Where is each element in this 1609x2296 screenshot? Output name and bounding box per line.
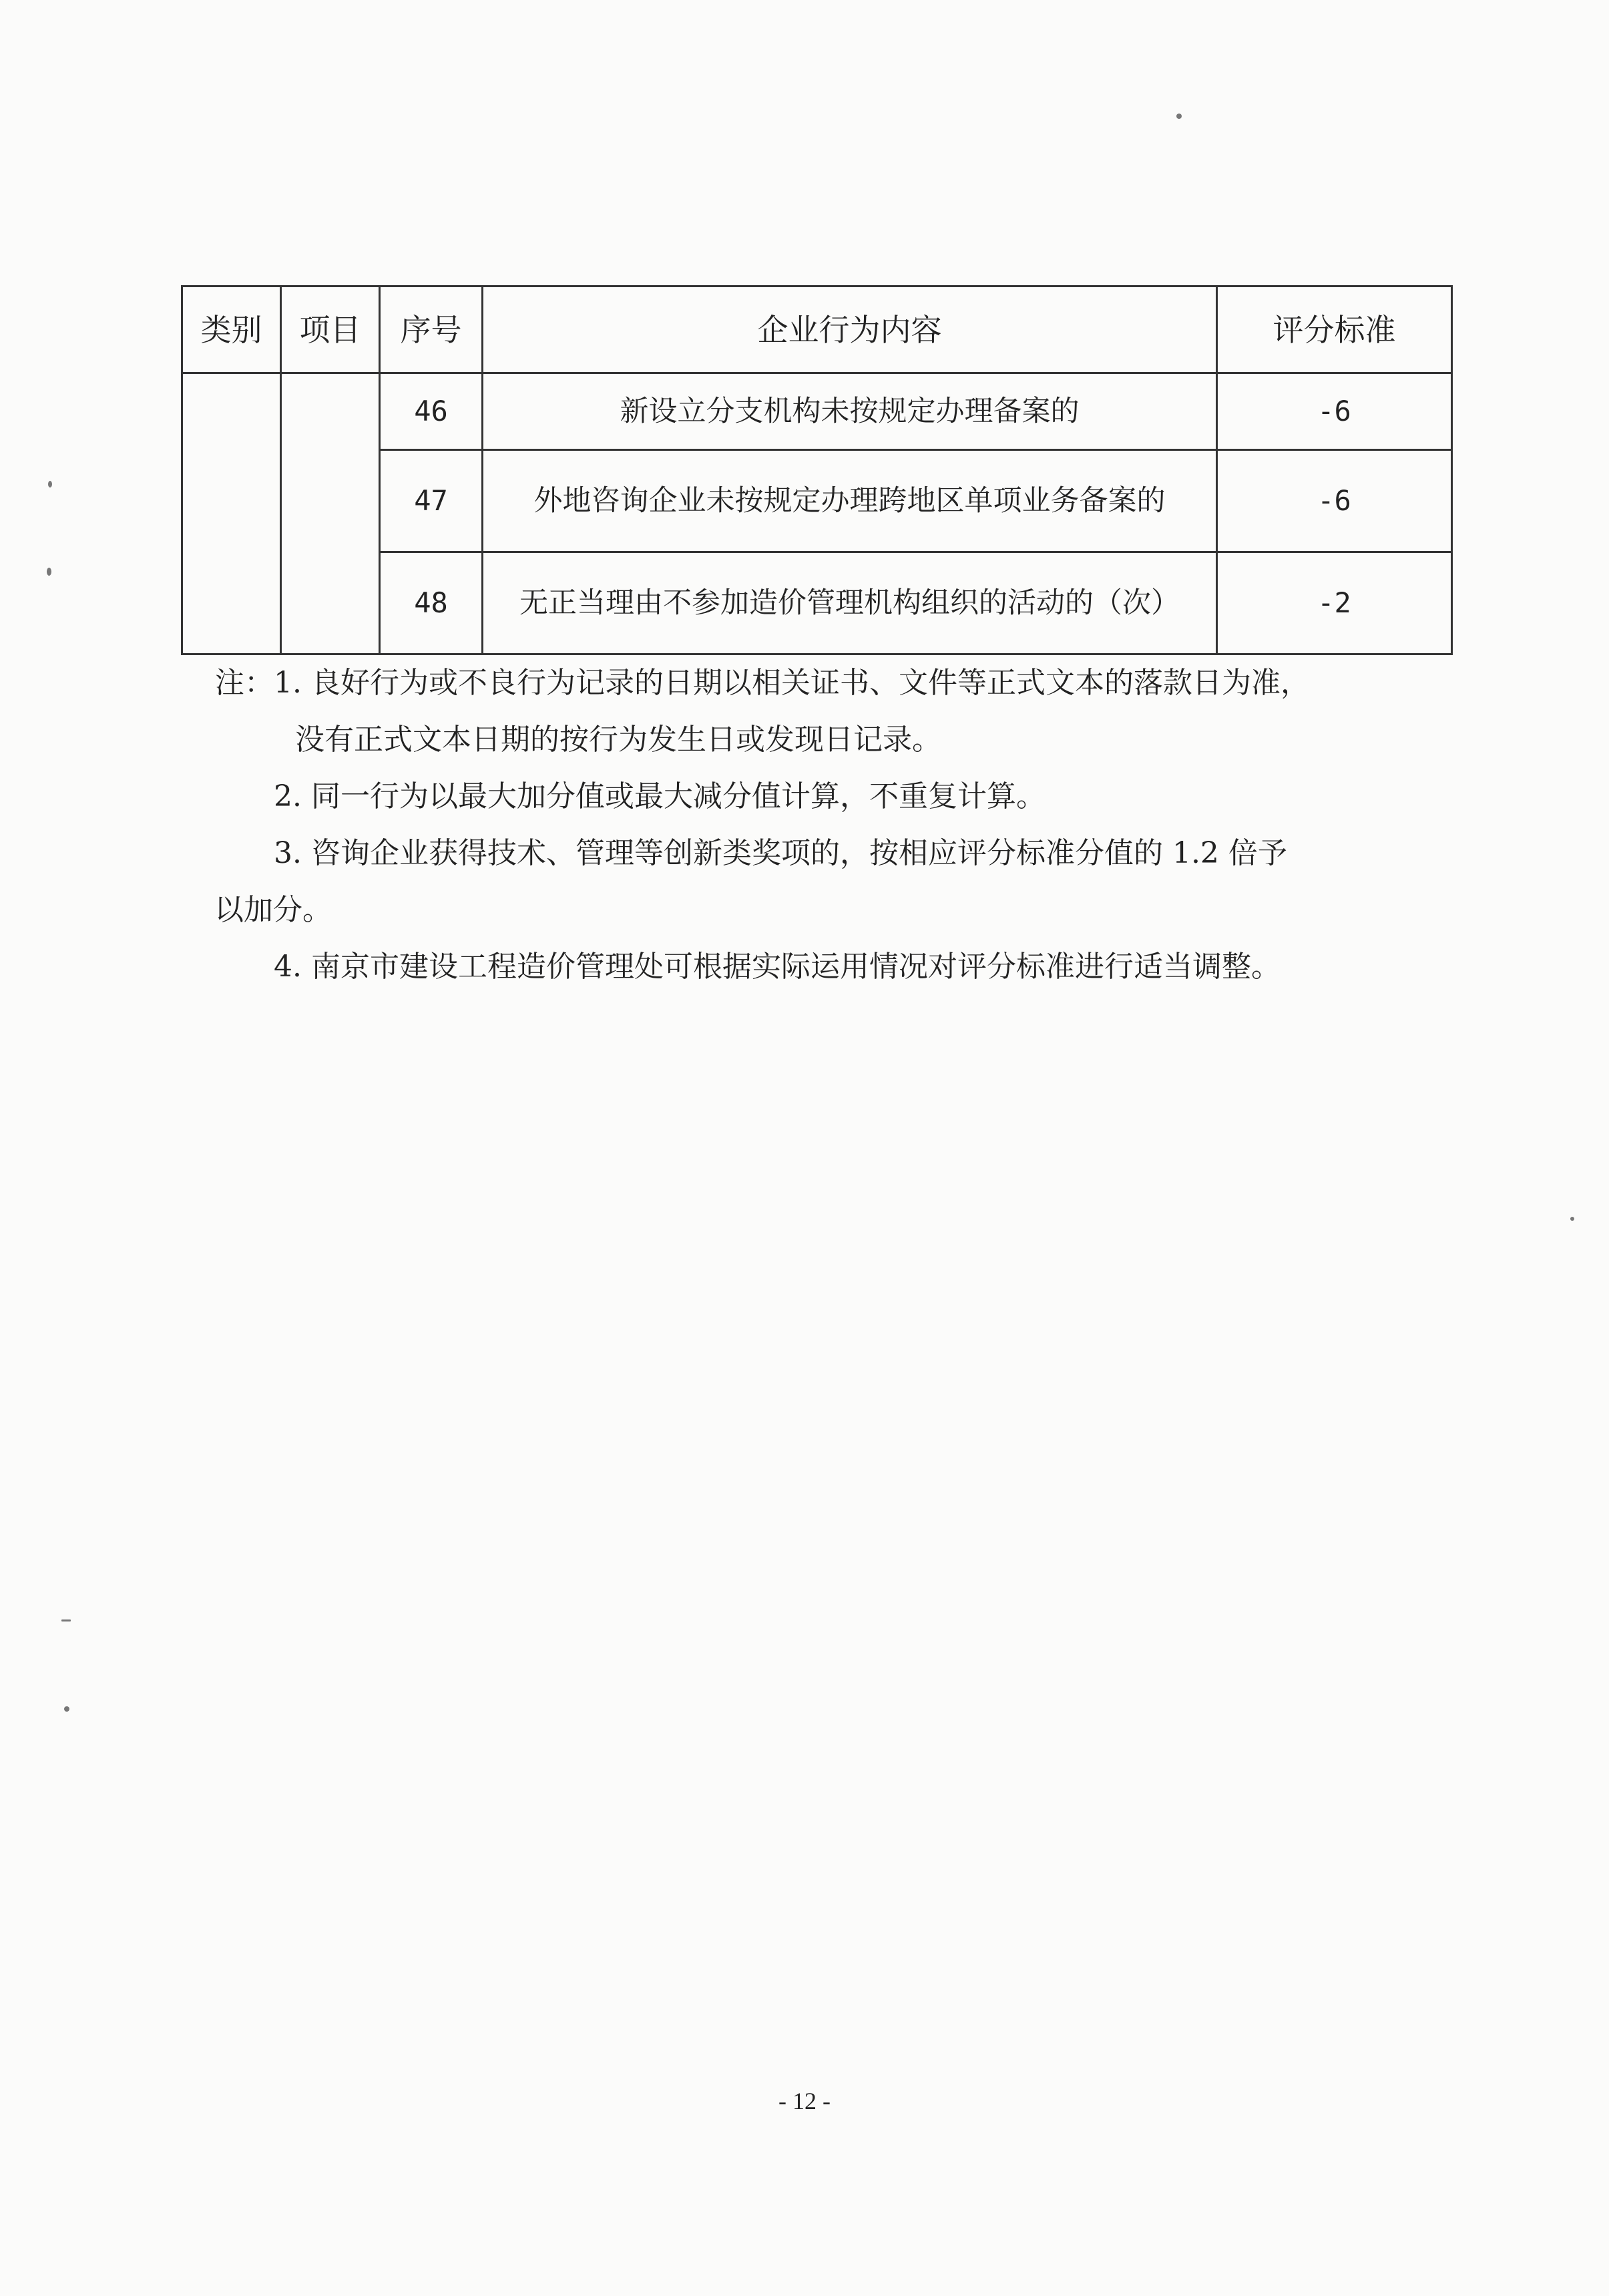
note-1-text: 1. 良好行为或不良行为记录的日期以相关证书、文件等正式文本的落款日为准， — [274, 666, 1310, 700]
notes-prefix: 注： — [215, 666, 274, 700]
scan-speck — [47, 568, 51, 576]
scan-speck — [1570, 1217, 1574, 1221]
header-category: 类别 — [182, 286, 281, 373]
page-number: - 12 - — [778, 2088, 831, 2114]
note-2: 2. 同一行为以最大加分值或最大减分值计算，不重复计算。 — [274, 779, 1046, 813]
category-cell — [182, 373, 281, 654]
row-number: 48 — [380, 552, 483, 654]
scoring-table — [181, 285, 1453, 655]
row-score: -6 — [1217, 373, 1452, 450]
header-score-standard: 评分标准 — [1217, 286, 1452, 373]
note-3-line-1: 3. 咨询企业获得技术、管理等创新类奖项的，按相应评分标准分值的 1.2 倍予 — [274, 836, 1287, 870]
note-3-line-2: 以加分。 — [214, 893, 332, 927]
row-content: 无正当理由不参加造价管理机构组织的活动的（次） — [483, 552, 1217, 654]
row-score: -2 — [1217, 552, 1452, 654]
row-number: 46 — [380, 373, 483, 450]
scan-speck — [61, 1619, 71, 1621]
header-behavior-content: 企业行为内容 — [483, 286, 1217, 373]
note-1-line-2: 没有正式文本日期的按行为发生日或发现日记录。 — [295, 723, 941, 757]
item-cell — [281, 373, 380, 654]
note-4: 4. 南京市建设工程造价管理处可根据实际运用情况对评分标准进行适当调整。 — [274, 950, 1281, 984]
row-number: 47 — [380, 450, 483, 552]
scan-speck — [1176, 114, 1182, 119]
notes-section — [215, 660, 1437, 1000]
row-content: 新设立分支机构未按规定办理备案的 — [483, 373, 1217, 450]
header-item: 项目 — [281, 286, 380, 373]
row-score: -6 — [1217, 450, 1452, 552]
table-row — [182, 373, 1452, 450]
scan-speck — [64, 1706, 69, 1712]
note-1-line-1 — [215, 660, 1437, 707]
scan-speck — [48, 481, 52, 488]
table-header-row — [182, 286, 1452, 373]
header-number: 序号 — [380, 286, 483, 373]
row-content: 外地咨询企业未按规定办理跨地区单项业务备案的 — [483, 450, 1217, 552]
